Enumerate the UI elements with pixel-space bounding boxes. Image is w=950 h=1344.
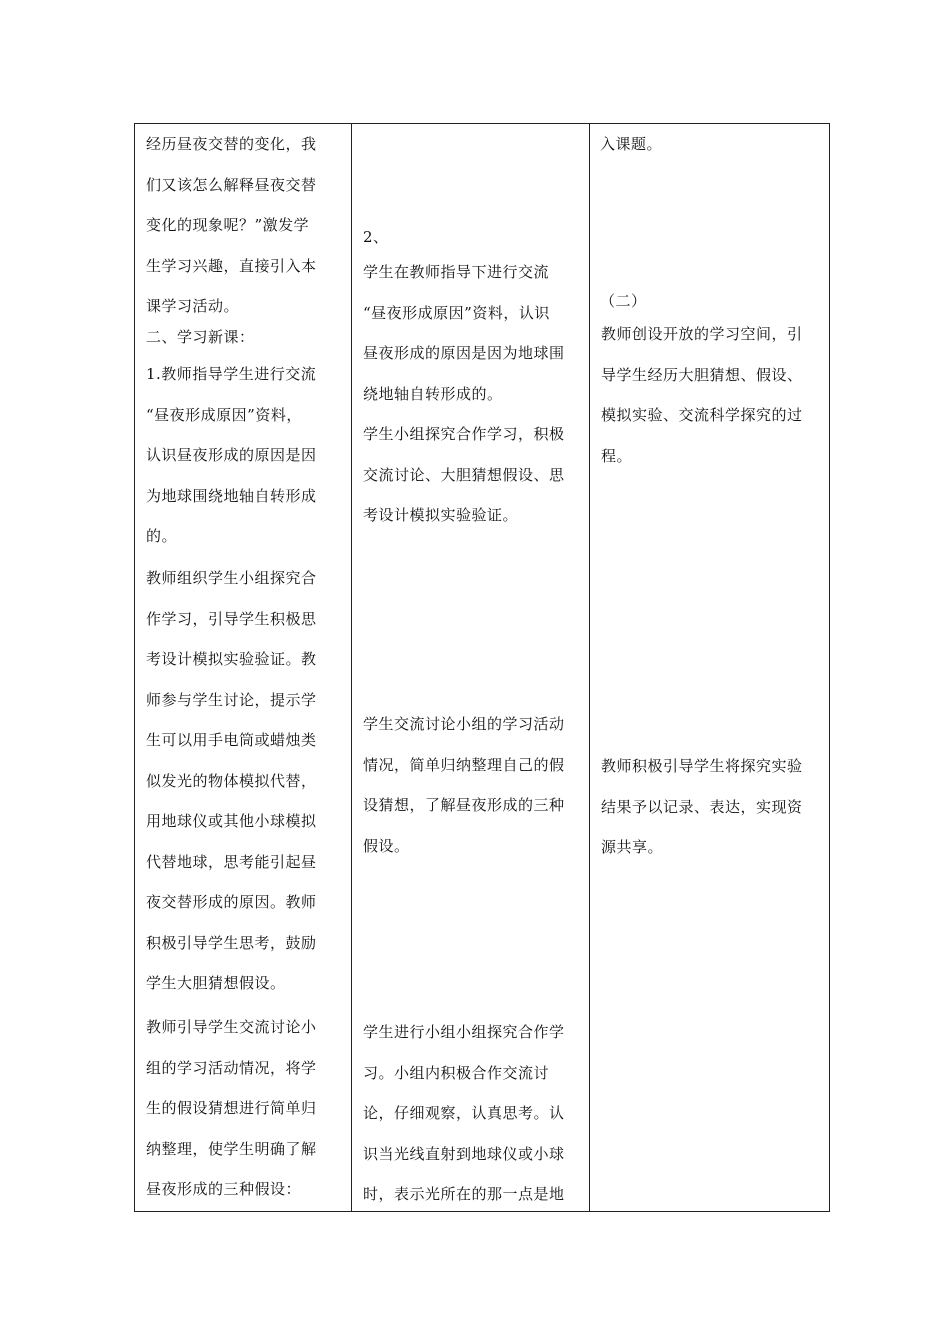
- section-marker: （二）: [600, 292, 647, 310]
- text-line: 识当光线直射到地球仪或小球: [363, 1144, 565, 1163]
- teacher-activity-cell: [135, 124, 352, 1212]
- text-line: 昼夜形成的原因是因为地球围: [363, 344, 565, 362]
- text-line: 认识昼夜形成的原因是因: [146, 446, 317, 464]
- intro-line: 入课题。: [600, 135, 663, 153]
- text-line: 教师组织学生小组探究合: [146, 569, 317, 587]
- design-intent-paragraph: [601, 314, 823, 476]
- text-line: 结果予以记录、表达，实现资: [601, 797, 803, 816]
- text-line: 模拟实验、交流科学探究的过: [601, 406, 803, 424]
- text-line: 生学习兴趣，直接引入本: [146, 256, 317, 275]
- text-line: 考设计模拟实验验证。教: [146, 650, 317, 668]
- text-line: 作学习，引导学生积极思: [146, 609, 317, 628]
- text-line: 考设计模拟实验验证。: [363, 506, 519, 524]
- step-number: 2、: [363, 228, 389, 246]
- text-line: 绕地轴自转形成的。: [363, 384, 503, 403]
- text-line: 积极引导学生思考，鼓励: [146, 933, 317, 952]
- text-line: 用地球仪或其他小球模拟: [146, 812, 317, 830]
- text-line: “昼夜形成原因”资料，认识: [363, 303, 550, 322]
- lesson-plan-table: [134, 123, 830, 1212]
- table-row: [135, 124, 830, 1212]
- text-line: 为地球围绕地轴自转形成: [146, 486, 317, 505]
- text-line: 1.教师指导学生进行交流: [146, 365, 317, 383]
- text-line: 纳整理，使学生明确了解: [146, 1139, 317, 1158]
- text-line: 交流讨论、大胆猜想假设、思: [363, 465, 565, 484]
- text-line: 假设。: [363, 836, 410, 855]
- text-line: “昼夜形成原因”资料，: [146, 405, 302, 424]
- text-line: 课学习活动。: [146, 297, 240, 315]
- text-line: 源共享。: [601, 838, 664, 856]
- text-line: 教师引导学生交流讨论小: [146, 1018, 317, 1036]
- text-line: 的。: [146, 527, 178, 545]
- student-exchange-paragraph: [363, 252, 583, 536]
- student-group-study-paragraph: [363, 1012, 583, 1215]
- text-line: 教师积极引导学生将探究实验: [601, 757, 803, 775]
- text-line: 论，仔细观察，认真思考。认: [363, 1104, 565, 1122]
- text-line: 生的假设猜想进行简单归: [146, 1099, 317, 1117]
- student-discussion-paragraph: [363, 704, 583, 866]
- text-line: 们又该怎么解释昼夜交替: [146, 175, 317, 194]
- text-line: 时，表示光所在的那一点是地: [363, 1185, 565, 1203]
- step-one-paragraph: [146, 354, 345, 557]
- text-line: 学生在教师指导下进行交流: [363, 263, 550, 281]
- student-activity-cell: [352, 124, 590, 1212]
- section-title: 二、学习新课：: [146, 328, 255, 346]
- text-line: 导学生经历大胆猜想、假设、: [601, 365, 803, 384]
- text-line: 程。: [601, 446, 633, 465]
- summary-paragraph: [146, 1007, 345, 1210]
- text-line: 经历昼夜交替的变化，我: [146, 135, 317, 153]
- text-line: 生可以用手电筒或蜡烛类: [146, 731, 317, 749]
- text-line: 组的学习活动情况，将学: [146, 1058, 317, 1077]
- group-study-paragraph: [146, 558, 345, 1004]
- record-sharing-paragraph: [601, 746, 823, 868]
- text-line: 昼夜形成的三种假设：: [146, 1180, 302, 1198]
- text-line: 夜交替形成的原因。教师: [146, 893, 317, 911]
- text-line: 代替地球，思考能引起昼: [146, 852, 317, 871]
- text-line: 设猜想，了解昼夜形成的三种: [363, 796, 565, 814]
- text-line: 情况，简单归纳整理自己的假: [363, 755, 565, 774]
- text-line: 学生小组探究合作学习，积极: [363, 425, 565, 443]
- text-line: 师参与学生讨论，提示学: [146, 690, 317, 709]
- text-line: 变化的现象呢？”激发学: [146, 216, 310, 234]
- text-line: 学生交流讨论小组的学习活动: [363, 715, 565, 733]
- intro-paragraph: [146, 124, 345, 327]
- text-line: 习。小组内积极合作交流讨: [363, 1063, 550, 1082]
- design-intent-cell: [590, 124, 830, 1212]
- text-line: 似发光的物体模拟代替，: [146, 771, 317, 790]
- text-line: 学生进行小组小组探究合作学: [363, 1023, 565, 1041]
- text-line: 教师创设开放的学习空间，引: [601, 325, 803, 343]
- text-line: 学生大胆猜想假设。: [146, 974, 286, 992]
